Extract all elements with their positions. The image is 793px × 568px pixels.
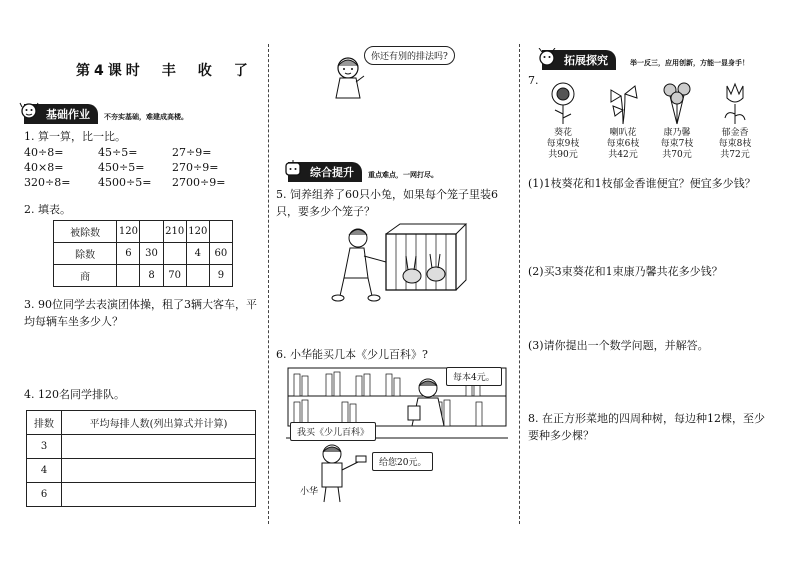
flower-item [710,80,760,161]
explore-label: 拓展探究 [542,50,616,70]
q8-text: 8. 在正方形菜地的四周种树，每边种12棵，至少要种多少棵？ [528,412,765,442]
flower-unit: 每束6枝 [606,139,640,149]
column-explore [524,0,774,568]
thinking-girl-icon [328,52,368,102]
q2-cell: 120 [186,221,209,243]
q2-cell: 30 [140,243,163,265]
basic-label: 基础作业 [24,104,98,124]
q1-expression: 45÷5= [98,146,138,159]
q1-expression: 40×8= [24,161,64,174]
q2-cell [186,265,209,287]
flower-unit: 每束7枝 [660,139,694,149]
q4-title: 4. 120名同学排队。 [24,388,125,401]
q2-cell: 70 [163,265,186,287]
q4-header-row [27,411,256,435]
q2-cell: 8 [140,265,163,287]
q2-cell: 210 [163,221,186,243]
flower-name: 喇叭花 [609,128,637,138]
q5-text: 5. 饲养组养了60只小兔，如果每个笼子里装6只，要多少个笼子？ [276,188,498,218]
column-basic [18,0,263,568]
morning-glory-icon [603,80,643,126]
q2-cell [209,221,232,243]
flower-price: 共72元 [720,150,750,160]
q2-cell [117,265,140,287]
q7-2-text: (2)买3束葵花和1束康乃馨共花多少钱？ [528,265,723,278]
q4-header-cell: 平均每排人数(列出算式并计算) [62,411,256,435]
q2-cell: 4 [186,243,209,265]
explore-banner [542,50,749,70]
q1-expression: 320÷8= [24,176,71,189]
q2-title: 2. 填表。 [24,203,71,216]
q2-cell: 60 [209,243,232,265]
explore-note: 举一反三，应用创新，方能一显身手！ [630,59,749,67]
q4-row-count: 3 [27,435,62,459]
q4-answer-cell [62,483,256,507]
column-divider-left [268,44,269,524]
q2-cell [163,243,186,265]
q2-row-label: 被除数 [54,221,117,243]
advanced-label: 综合提升 [288,162,362,182]
q4-row [27,459,256,483]
q2-row [54,265,233,287]
flower-unit: 每束8枝 [718,139,752,149]
q7-title: 7. [528,74,539,87]
q2-row [54,243,233,265]
q2-row-label: 除数 [54,243,117,265]
q4-row-count: 6 [27,483,62,507]
q4-answer-cell [62,459,256,483]
q4-row [27,483,256,507]
flower-name: 郁金香 [721,128,749,138]
flower-price: 共90元 [548,150,578,160]
q1-grid [24,146,246,189]
column-advanced [276,0,516,568]
q2-cell: 120 [117,221,140,243]
q1-expression: 270÷9= [172,161,219,174]
q1-title: 1. 算一算，比一比。 [24,130,126,143]
speech-buy: 我买《少儿百科》 [290,422,376,441]
q7-1-text: (1)1枝葵花和1枝郁金香谁便宜？便宜多少钱？ [528,177,756,190]
basic-banner [24,104,188,124]
flower-name: 葵花 [553,128,572,138]
sunflower-icon [543,80,583,126]
name-label: 小华 [300,487,319,497]
flower-name: 康乃馨 [663,128,691,138]
flower-unit: 每束9枝 [546,139,580,149]
q3-text: 3. 90位同学去表演团体操，租了3辆大客车，平均每辆车坐多少人？ [24,298,257,328]
advanced-banner [288,162,438,182]
mascot-icon [18,102,40,124]
flower-item [652,80,702,161]
q2-row [54,221,233,243]
q1-expression: 450÷5= [98,161,145,174]
q4-header-cell: 排数 [27,411,62,435]
q2-cell [140,221,163,243]
speech-pay: 给您20元。 [372,452,433,471]
flower-price: 共70元 [662,150,692,160]
flower-item [598,80,648,161]
q2-cell: 6 [117,243,140,265]
mascot-icon [282,160,304,182]
q4-row-count: 4 [27,459,62,483]
q1-expression: 4500÷5= [98,176,152,189]
q2-table [53,220,233,287]
advanced-note: 重点难点，一网打尽。 [368,171,438,179]
carnation-icon [657,80,697,126]
flower-price: 共42元 [608,150,638,160]
q1-expression: 40÷8= [24,146,64,159]
mascot-icon [536,48,558,70]
q1-expression: 27÷9= [172,146,212,159]
q4-row [27,435,256,459]
tulip-icon [715,80,755,126]
think-bubble: 你还有别的排法吗? [364,46,455,65]
column-divider-right [519,44,520,524]
flower-item [538,80,588,161]
q2-cell: 9 [209,265,232,287]
q6-text: 6. 小华能买几本《少儿百科》? [276,348,428,361]
q4-answer-cell [62,435,256,459]
q7-3-text: (3)请你提出一个数学问题，并解答。 [528,339,709,352]
rabbit-cage-illustration [320,220,470,304]
q2-row-label: 商 [54,265,117,287]
basic-note: 不夯实基础，难建成高楼。 [104,113,188,121]
q1-expression: 2700÷9= [172,176,226,189]
q4-table [26,410,256,507]
lesson-title: 第4课时 丰 收 了 [76,63,252,79]
price-tag: 每本4元。 [446,367,502,386]
